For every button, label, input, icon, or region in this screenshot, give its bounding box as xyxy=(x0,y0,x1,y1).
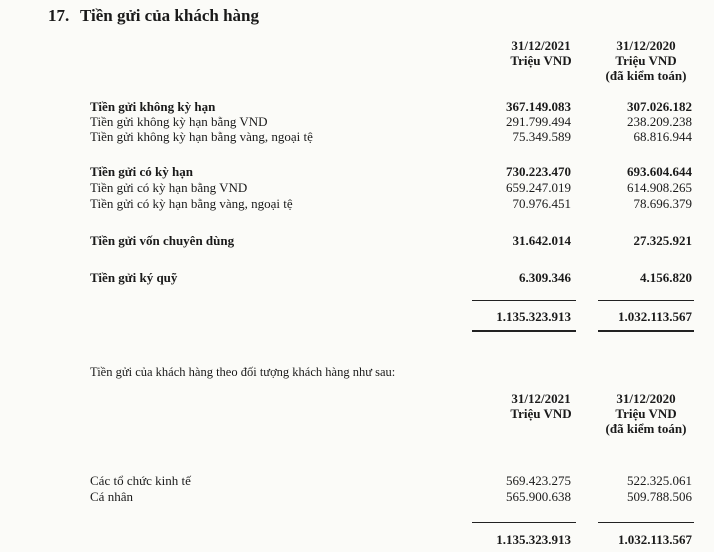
cell-2021: 291.799.494 xyxy=(506,114,571,129)
row-label: Tiền gửi không kỳ hạn bằng VND xyxy=(90,114,268,129)
header-unit: Triệu VND xyxy=(510,406,572,421)
row-label: Cá nhân xyxy=(90,489,133,504)
cell-2020: 27.325.921 xyxy=(633,233,692,248)
cell-2020: 693.604.644 xyxy=(627,164,692,179)
header-unit: Triệu VND xyxy=(615,406,677,421)
row-label: Tiền gửi có kỳ hạn bằng vàng, ngoại tệ xyxy=(90,196,293,211)
cell-2020: 4.156.820 xyxy=(640,270,692,285)
cell-2021: 75.349.589 xyxy=(512,129,571,144)
row-label: Tiền gửi vốn chuyên dùng xyxy=(90,233,235,248)
table1-col-2020-header xyxy=(596,38,696,83)
row-label: Tiền gửi có kỳ hạn xyxy=(90,164,193,179)
cell-2020: 307.026.182 xyxy=(627,99,692,114)
cell-2021: 31.642.014 xyxy=(512,233,571,248)
total-2020: 1.032.113.567 xyxy=(617,532,692,547)
cell-2020: 614.908.265 xyxy=(627,180,692,195)
total-rule-bottom xyxy=(472,330,576,332)
cell-2021: 70.976.451 xyxy=(512,196,571,211)
table2-col-2020-header xyxy=(596,391,696,436)
total-2021: 1.135.323.913 xyxy=(496,532,571,547)
cell-2021: 569.423.275 xyxy=(506,473,571,488)
row-label: Tiền gửi có kỳ hạn bằng VND xyxy=(90,180,248,195)
table2-col-2021-header xyxy=(496,391,586,421)
header-date: 31/12/2020 xyxy=(616,391,676,406)
cell-2021: 730.223.470 xyxy=(506,164,571,179)
total-rule-top xyxy=(472,522,576,523)
table1-col-2021-header xyxy=(496,38,586,68)
table2-intro: Tiền gửi của khách hàng theo đối tượng khách hàng như sau: xyxy=(90,365,396,379)
row-label: Các tổ chức kinh tế xyxy=(90,473,191,488)
section-title-text: Tiền gửi của khách hàng xyxy=(80,6,259,25)
row-label: Tiền gửi không kỳ hạn xyxy=(90,99,216,114)
section-number: 17. xyxy=(48,6,70,25)
cell-2021: 367.149.083 xyxy=(506,99,571,114)
total-rule-top xyxy=(598,300,694,301)
cell-2021: 565.900.638 xyxy=(506,489,571,504)
cell-2021: 6.309.346 xyxy=(519,270,571,285)
header-audited: (đã kiểm toán) xyxy=(605,68,687,83)
header-date: 31/12/2021 xyxy=(511,38,571,53)
cell-2020: 68.816.944 xyxy=(633,129,692,144)
header-unit: Triệu VND xyxy=(510,53,572,68)
header-date: 31/12/2020 xyxy=(616,38,676,53)
header-unit: Triệu VND xyxy=(615,53,677,68)
section-title xyxy=(48,6,259,26)
cell-2020: 78.696.379 xyxy=(633,196,692,211)
header-date: 31/12/2021 xyxy=(511,391,571,406)
row-label: Tiền gửi ký quỹ xyxy=(90,270,178,285)
cell-2021: 659.247.019 xyxy=(506,180,571,195)
total-rule-top xyxy=(472,300,576,301)
cell-2020: 522.325.061 xyxy=(627,473,692,488)
cell-2020: 509.788.506 xyxy=(627,489,692,504)
header-audited: (đã kiểm toán) xyxy=(605,421,687,436)
total-rule-bottom xyxy=(598,330,694,332)
total-rule-top xyxy=(598,522,694,523)
row-label: Tiền gửi không kỳ hạn bằng vàng, ngoại tệ xyxy=(90,129,313,144)
cell-2020: 238.209.238 xyxy=(627,114,692,129)
total-2020: 1.032.113.567 xyxy=(617,309,692,324)
total-2021: 1.135.323.913 xyxy=(496,309,571,324)
